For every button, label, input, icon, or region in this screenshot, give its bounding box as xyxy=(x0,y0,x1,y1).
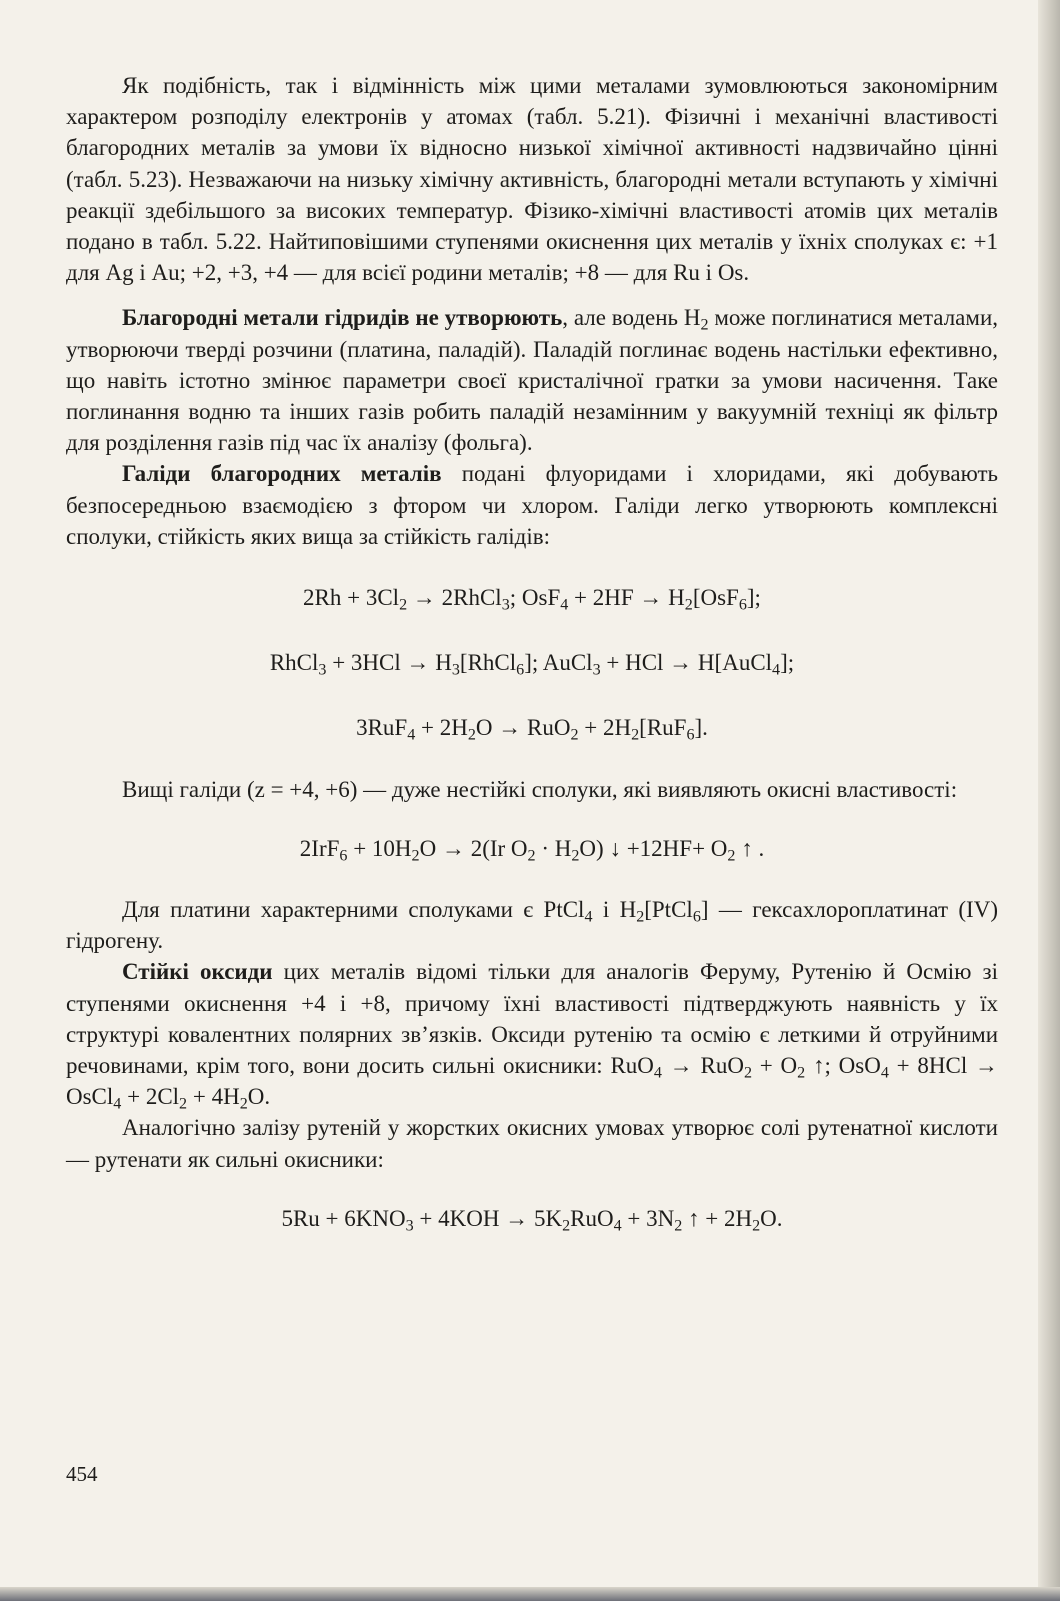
paragraph-higher-halides: Вищі галіди (z = +4, +6) — дуже нестійкі сполуки, які виявляють окисні властивості: xyxy=(122,776,958,802)
equation-ruo4-oso4: $RuO_4 \to RuO_2 + O_2$ ↑; OsO$_4$ + 8HCl → OsCl$_4$ + $2Cl_2 + 4H_2O$. xyxy=(66,1053,999,1113)
paragraph-ruthenates: Аналогічно залізу рутеній у жорстких окисних умовах утворює солі рутенатної кислоти — рутенати як сильні окисники: xyxy=(66,1115,998,1172)
page-number: 454 xyxy=(66,1462,98,1486)
equation-irf: $2IrF_6 + 10H_2O \to 2(Ir$ $O_2 \cdot H_2O$) ↓ $+12HF+ O_2$ ↑ . xyxy=(299,835,765,865)
hydrides-heading: Благородні метали гідридів не утворюють xyxy=(122,305,563,331)
equation-ruthenate: $5Ru + 6KNO_3 + 4KOH \to 5K_2RuO_4 + 3N_2$ ↑ + $2H_2O$. xyxy=(281,1205,783,1235)
paragraph-platinum: Для платини характерними сполуками є PtCl$_4$ і $H_2[PtCl_6]$ — гексахлороплатинат (IV) гідрогену. xyxy=(66,897,998,954)
oxides-heading: Стійкі оксиди xyxy=(122,959,273,985)
equation-rh-os: $2Rh + 3Cl_2$ → 2RhCl$_3$; $OsF_4 + 2HF \to H_2[OsF_6]$; xyxy=(303,585,761,614)
paragraph-hydrides: Благородні метали гідридів не утворюють, але водень $H_2$ може поглинатися металами, утворюючи тверді розчини (платина, паладій). Паладій поглинає водень настільки ефективно, що навіть істотно змінює параметри своєї кристалічної гратки за умови насичення. Таке поглинання водню та інших газів робить паладій незамінним у вакуумній техніці як фільтр для розділення газів під час їх аналізу (фольга). xyxy=(66,305,998,456)
book-binding-shadow xyxy=(1038,0,1060,1601)
paragraph-oxides: Стійкі оксиди цих металів відомі тільки для аналогів Феруму, Рутенію й Осмію зі ступенями окиснення +4 і +8, причому їхні властивості підтверджують наявність у їх структурі ковалентних полярних зв’язків. Оксиди рутенію та осмію є леткими й отруйними речовинами, крім того, вони досить сильні окисники: $RuO_4 \to RuO_2 + O_2$ ↑; OsO$_4$ + 8HCl → OsCl$_4$ + $2Cl_2 + 4H_2O$. xyxy=(66,959,999,1113)
scan-edge xyxy=(0,1587,1060,1601)
halides-heading: Галіди благородних металів xyxy=(122,461,442,487)
equation-rhcl-aucl: RhCl$_3$ + $3HCl \to H_3[RhCl_6]$; AuCl$_3$ + HCl → H[AuCl$_4$]; xyxy=(269,650,795,679)
page-body xyxy=(66,70,998,1234)
paragraph-halides: Галіди благородних металів подані флуоридами і хлоридами, які добувають безпосередньою взаємодією з фтором чи хлором. Галіди легко утворюють комплексні сполуки, стійкість яких вища за стійкість галідів: xyxy=(66,461,998,549)
paragraph-similarity: Як подібність, так і відмінність між цими металами зумовлюються закономірним характером розподілу електронів у атомах (табл. 5.21). Фізичні і механічні властивості благородних металів за умови їх відносно низької хімічної активності надзвичайно цінні (табл. 5.23). Незважаючи на низьку хімічну активність, благородні метали вступають у хімічні реакції здебільшого за високих температур. Фізико-хімічні властивості атомів цих металів подано в табл. 5.22. Найтиповішими ступенями окиснення цих металів у їхніх сполуках є: +1 для Ag і Au; +2, +3, +4 — для всієї родини металів; +8 — для Ru і Os. xyxy=(66,73,998,286)
equation-ruf: $3RuF_4 + 2H_2O \to RuO_2 + 2H_2[RuF_6]$. xyxy=(356,715,708,744)
